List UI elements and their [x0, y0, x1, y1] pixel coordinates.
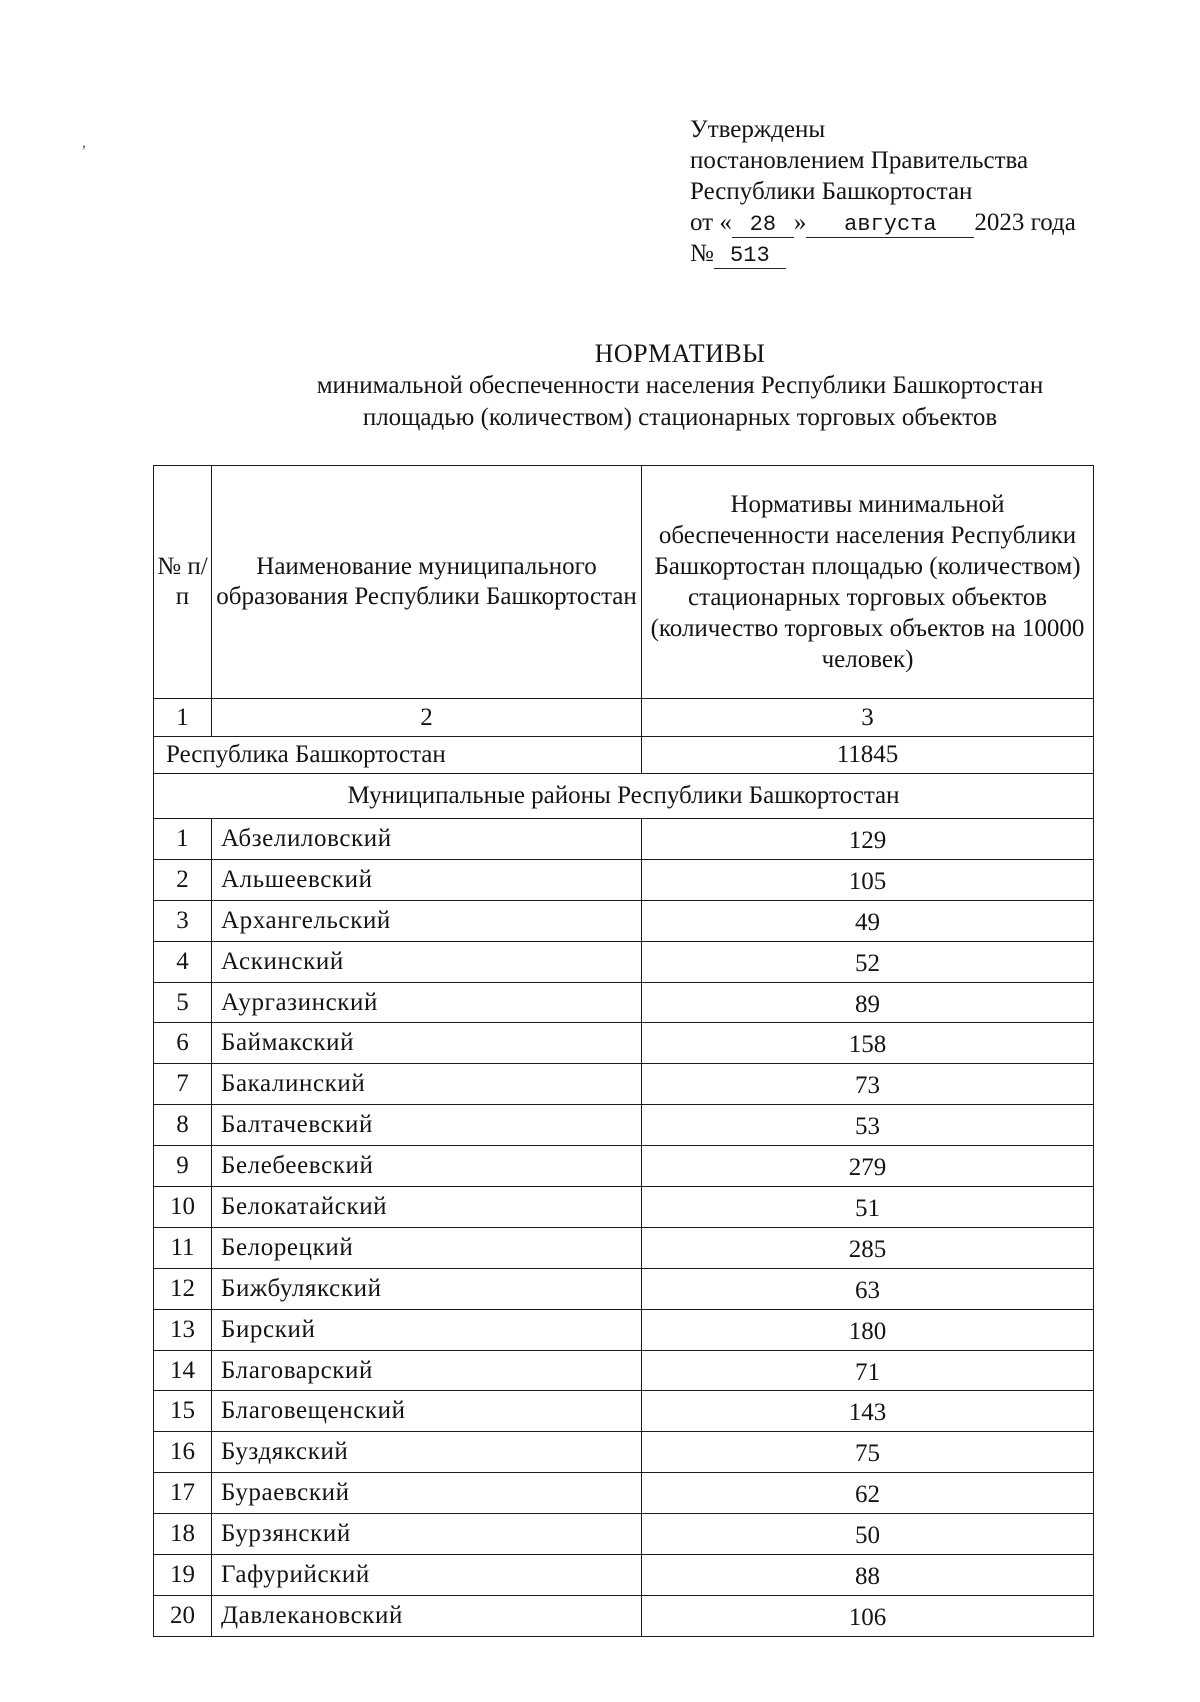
table-row: [154, 1227, 1094, 1268]
norm-value: 105: [642, 859, 1094, 900]
district-name: Бирский: [212, 1309, 642, 1350]
norm-value: 158: [642, 1023, 1094, 1064]
norm-value: 180: [642, 1309, 1094, 1350]
district-name: Аскинский: [212, 941, 642, 982]
approval-line-2: постановлением Правительства: [690, 147, 1029, 174]
table-row: [154, 1023, 1094, 1064]
row-number: 8: [154, 1105, 212, 1146]
section-row: [154, 774, 1094, 819]
header-row: [154, 466, 1094, 699]
column-number-3: 3: [642, 699, 1094, 737]
total-name: Республика Башкортостан: [154, 737, 642, 774]
approval-day: 28: [732, 213, 794, 238]
table-row: [154, 1064, 1094, 1105]
table-row: [154, 941, 1094, 982]
column-number-1: 1: [154, 699, 212, 737]
district-name: Белорецкий: [212, 1227, 642, 1268]
district-name: Бакалинский: [212, 1064, 642, 1105]
norm-value: 71: [642, 1350, 1094, 1391]
row-number: 14: [154, 1350, 212, 1391]
norm-value: 279: [642, 1146, 1094, 1187]
norm-value: 88: [642, 1555, 1094, 1596]
norm-value: 63: [642, 1268, 1094, 1309]
scan-speck: ,: [82, 134, 86, 151]
row-number: 6: [154, 1023, 212, 1064]
row-number: 11: [154, 1227, 212, 1268]
title-line-3: площадью (количеством) стационарных торговых объектов: [362, 404, 998, 431]
column-number-2: 2: [212, 699, 642, 737]
document-title: [270, 338, 1090, 434]
row-number: 7: [154, 1064, 212, 1105]
row-number: 16: [154, 1432, 212, 1473]
table-row: [154, 819, 1094, 860]
norm-value: 51: [642, 1187, 1094, 1228]
table-row: [154, 1187, 1094, 1228]
header-municipality: Наименование муниципального образования Республики Башкортостан: [212, 466, 642, 699]
norm-value: 129: [642, 819, 1094, 860]
district-name: Гафурийский: [212, 1555, 642, 1596]
row-number: 3: [154, 900, 212, 941]
table-row: [154, 1514, 1094, 1555]
district-name: Абзелиловский: [212, 819, 642, 860]
district-name: Бижбулякский: [212, 1268, 642, 1309]
date-quote-close: »: [793, 209, 807, 236]
district-name: Бураевский: [212, 1473, 642, 1514]
title-main: НОРМАТИВЫ: [594, 339, 766, 368]
norm-value: 53: [642, 1105, 1094, 1146]
norm-value: 49: [642, 900, 1094, 941]
district-name: Буздякский: [212, 1432, 642, 1473]
number-prefix: №: [690, 240, 714, 267]
norm-value: 89: [642, 982, 1094, 1023]
district-name: Бурзянский: [212, 1514, 642, 1555]
header-number: № п/п: [154, 466, 212, 699]
title-line-2: минимальной обеспеченности населения Республики Башкортостан: [316, 372, 1044, 399]
table-row: [154, 982, 1094, 1023]
row-number: 13: [154, 1309, 212, 1350]
row-number: 5: [154, 982, 212, 1023]
table-row: [154, 1105, 1094, 1146]
table-row: [154, 1555, 1094, 1596]
row-number: 4: [154, 941, 212, 982]
approval-year: 2023 года: [974, 209, 1076, 236]
norm-value: 75: [642, 1432, 1094, 1473]
district-name: Благовещенский: [212, 1391, 642, 1432]
approval-stamp: [690, 114, 1076, 269]
table-row: [154, 1595, 1094, 1636]
district-name: Балтачевский: [212, 1105, 642, 1146]
district-name: Белебеевский: [212, 1146, 642, 1187]
table-row: [154, 1391, 1094, 1432]
total-row: [154, 737, 1094, 774]
row-number: 19: [154, 1555, 212, 1596]
table-row: [154, 1432, 1094, 1473]
approval-line-1: Утверждены: [690, 116, 826, 143]
table-row: [154, 859, 1094, 900]
table-row: [154, 1146, 1094, 1187]
approval-number: 513: [714, 244, 786, 269]
norm-value: 73: [642, 1064, 1094, 1105]
header-norm: Нормативы минимальной обеспеченности населения Республики Башкортостан площадью (количеством) стационарных торговых объектов (количество торговых объектов на 10000 человек): [642, 466, 1094, 699]
norm-value: 52: [642, 941, 1094, 982]
table-row: [154, 900, 1094, 941]
district-name: Альшеевский: [212, 859, 642, 900]
row-number: 17: [154, 1473, 212, 1514]
row-number: 20: [154, 1595, 212, 1636]
norm-value: 285: [642, 1227, 1094, 1268]
table-row: [154, 1309, 1094, 1350]
approval-month: августа: [806, 213, 974, 238]
district-name: Архангельский: [212, 900, 642, 941]
row-number: 1: [154, 819, 212, 860]
district-name: Давлекановский: [212, 1595, 642, 1636]
row-number: 12: [154, 1268, 212, 1309]
norm-value: 106: [642, 1595, 1094, 1636]
table-row: [154, 1268, 1094, 1309]
approval-line-3: Республики Башкортостан: [690, 178, 973, 205]
row-number: 2: [154, 859, 212, 900]
district-name: Аургазинский: [212, 982, 642, 1023]
norms-table: [153, 465, 1094, 1637]
table-row: [154, 1473, 1094, 1514]
district-name: Баймакский: [212, 1023, 642, 1064]
approval-number-line: [690, 238, 1076, 269]
norm-value: 143: [642, 1391, 1094, 1432]
district-name: Благоварский: [212, 1350, 642, 1391]
table-row: [154, 1350, 1094, 1391]
section-title: Муниципальные районы Республики Башкортостан: [154, 774, 1094, 819]
norm-value: 50: [642, 1514, 1094, 1555]
date-prefix: от «: [690, 209, 732, 236]
row-number: 18: [154, 1514, 212, 1555]
row-number: 9: [154, 1146, 212, 1187]
norm-value: 62: [642, 1473, 1094, 1514]
column-numbers-row: [154, 699, 1094, 737]
district-name: Белокатайский: [212, 1187, 642, 1228]
row-number: 15: [154, 1391, 212, 1432]
total-value: 11845: [642, 737, 1094, 774]
row-number: 10: [154, 1187, 212, 1228]
approval-date-line: [690, 207, 1076, 238]
